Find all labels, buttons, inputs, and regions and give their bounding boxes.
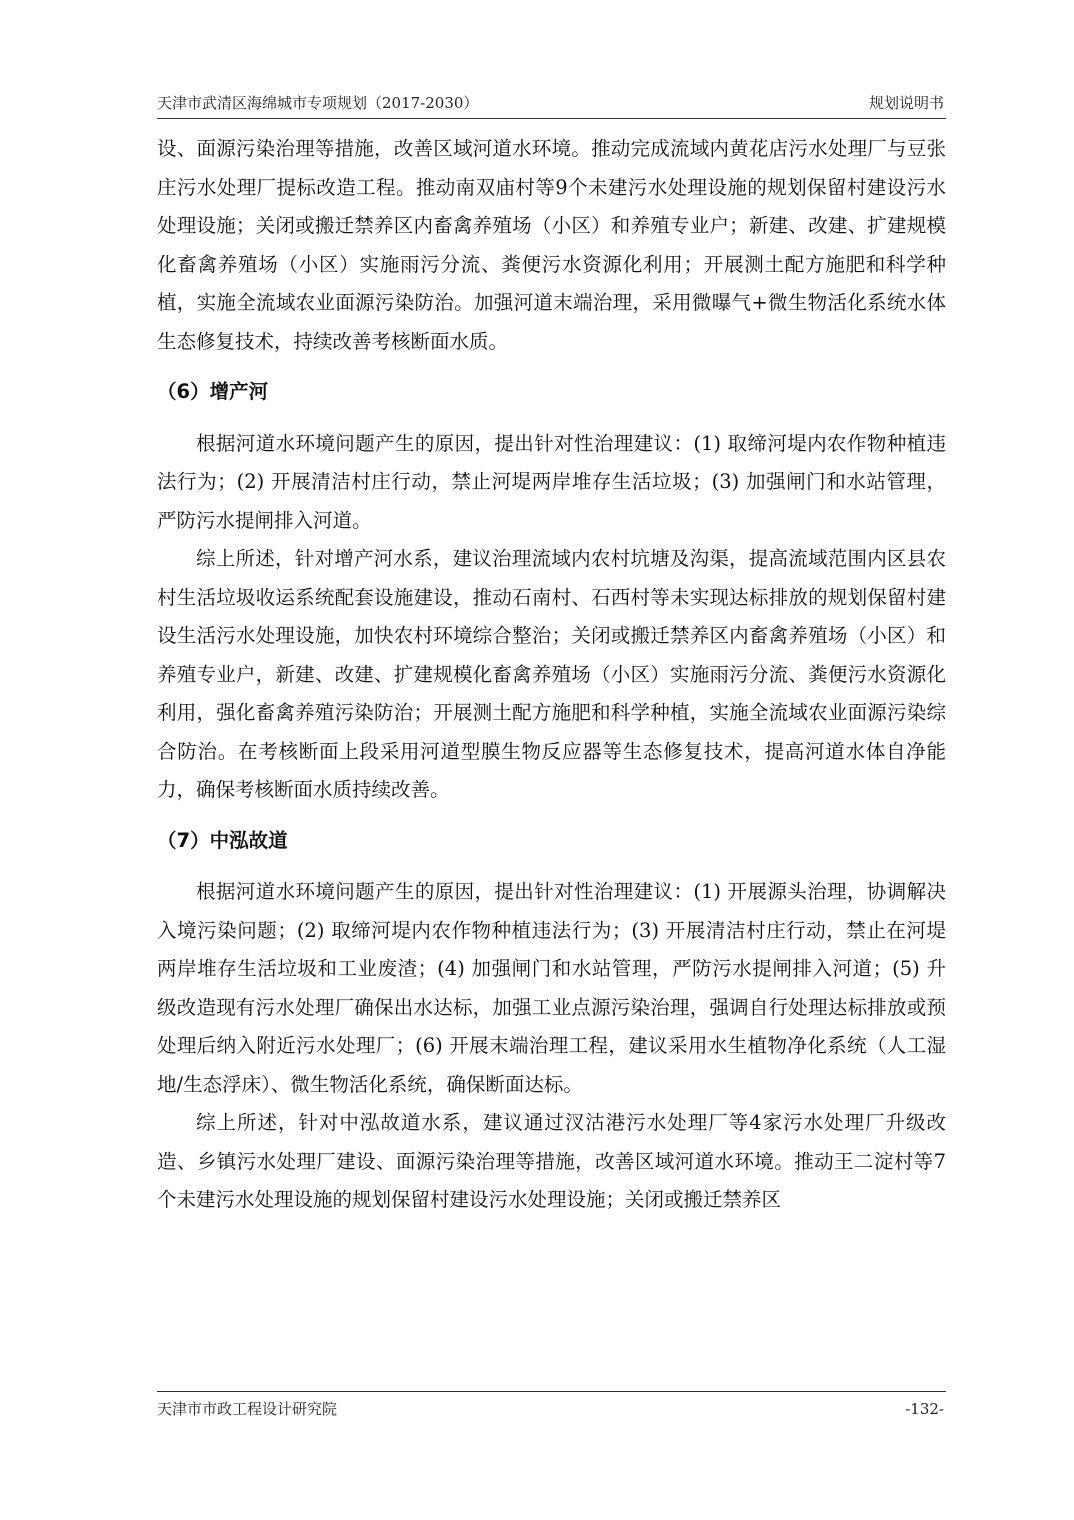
footer-rule xyxy=(157,1391,946,1392)
page-footer xyxy=(157,1398,946,1420)
paragraph: 根据河道水环境问题产生的原因，提出针对性治理建议：(1) 取缔河堤内农作物种植违法行为；(2) 开展清洁村庄行动，禁止河堤两岸堆存生活垃圾；(3) 加强闸门和水站管理，严防污水提闸排入河道。 xyxy=(157,431,946,532)
document-body xyxy=(157,130,946,1220)
paragraph: 根据河道水环境问题产生的原因，提出针对性治理建议：(1) 开展源头治理，协调解决入境污染问题；(2) 取缔河堤内农作物种植违法行为；(3) 开展清洁村庄行动，禁止在河堤两岸堆存生活垃圾和工业废渣；(4) 加强闸门和水站管理，严防污水提闸排入河道；(5) 升级改造现有污水处理厂确保出水达标，加强工业点源污染治理，强调自行处理达标排放或预处理后纳入附近污水处理厂；(6) 开展末端治理工程，建议采用水生植物净化系统（人工湿地/生态浮床）、微生物活化系统，确保断面达标。 xyxy=(157,880,946,1096)
paragraph: 综上所述，针对增产河水系，建议治理流域内农村坑塘及沟渠，提高流域范围内区县农村生活垃圾收运系统配套设施建设，推动石南村、石西村等未实现达标排放的规划保留村建设生活污水处理设施，加快农村环境综合整治；关闭或搬迁禁养区内畜禽养殖场（小区）和养殖专业户，新建、改建、扩建规模化畜禽养殖场（小区）实施雨污分流、粪便污水资源化利用，强化畜禽养殖污染防治；开展测土配方施肥和科学种植，实施全流域农业面源污染综合防治。在考核断面上段采用河道型膜生物反应器等生态修复技术，提高河道水体自净能力，确保考核断面水质持续改善。 xyxy=(157,547,946,801)
paragraph: 综上所述，针对中泓故道水系，建议通过汊沽港污水处理厂等4家污水处理厂升级改造、乡镇污水处理厂建设、面源污染治理等措施，改善区域河道水环境。推动王二淀村等7个未建污水处理设施的规划保留村建设污水处理设施；关闭或搬迁禁养区 xyxy=(157,1111,946,1211)
section-heading-7: （7）中泓故道 xyxy=(157,828,288,852)
footer-organization: 天津市市政工程设计研究院 xyxy=(157,1400,338,1418)
header-rule xyxy=(157,118,946,119)
paragraph-continued: 设、面源污染治理等措施，改善区域河道水环境。推动完成流域内黄花店污水处理厂与豆张庄污水处理厂提标改造工程。推动南双庙村等9个未建污水处理设施的规划保留村建设污水处理设施；关闭或搬迁禁养区内畜禽养殖场（小区）和养殖专业户；新建、改建、扩建规模化畜禽养殖场（小区）实施雨污分流、粪便污水资源化利用；开展测土配方施肥和科学种植，实施全流域农业面源污染防治。加强河道末端治理，采用微曝气+微生物活化系统水体生态修复技术，持续改善考核断面水质。 xyxy=(157,137,946,353)
page-header xyxy=(157,92,946,114)
header-title: 天津市武清区海绵城市专项规划（2017-2030） xyxy=(157,94,479,112)
header-doc-type: 规划说明书 xyxy=(868,94,944,112)
section-heading-6: （6）增产河 xyxy=(157,380,269,403)
page-number: -132- xyxy=(905,1400,944,1418)
